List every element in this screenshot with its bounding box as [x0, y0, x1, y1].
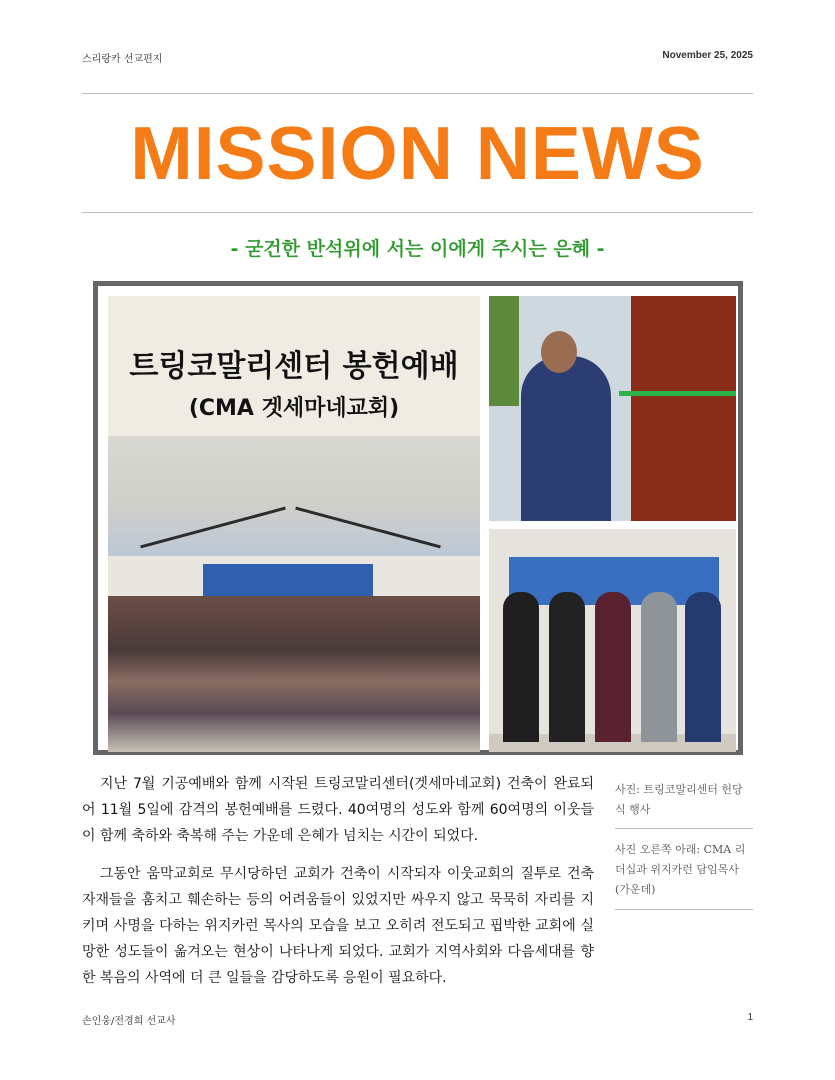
paragraph-2: 그동안 움막교회로 무시당하던 교회가 건축이 시작되자 이웃교회의 질투로 건축자재들을 훔치고 훼손하는 등의 어려움들이 있었지만 싸우지 않고 묵묵히 자리를 지키며 사명을 다하는 위지카런 목사의 모습을 보고 오히려 전도되고 핍박한 교회에 실망한 성도들이 옮겨오는 현상이 나타나게 되었다. 교회가 지역사회와 다음세대를 향한 복음의 사역에 더 큰 일들을 감당하도록 응원이 필요하다.	[82, 866, 594, 986]
caption-divider-2	[615, 909, 753, 910]
dedication-group-photo	[108, 296, 480, 752]
photo-caption-2: 사진 오른쪽 아래: CMA 리더십과 위지카런 담임목사 (가운데)	[615, 843, 746, 896]
newsletter-title: MISSION NEWS	[130, 111, 705, 195]
header-left: 스리랑카 선교편지	[82, 54, 163, 65]
header-date: November 25, 2025	[662, 50, 753, 61]
newsletter-subtitle: - 굳건한 반석위에 서는 이에게 주시는 은혜 -	[230, 238, 605, 260]
footer-author: 손인웅/전경희 선교사	[82, 1016, 176, 1027]
ribbon-cutting-photo	[489, 296, 736, 521]
photo-caption-1: 사진: 트링코말리센터 헌당식 행사	[615, 783, 743, 816]
page-number: 1	[747, 1012, 753, 1023]
top-rule	[82, 93, 753, 94]
caption-divider-1	[615, 828, 753, 829]
photo-collage	[93, 281, 743, 755]
photo-main-subtitle: (CMA 겟세마네교회)	[188, 396, 400, 421]
title-rule	[82, 212, 753, 213]
paragraph-1: 지난 7월 기공예배와 함께 시작된 트링코말리센터(겟세마네교회) 건축이 완료되어 11월 5일에 감격의 봉헌예배를 드렸다. 40여명의 성도와 함께 60여명의 이웃들이 함께 축하와 축복해 주는 가운데 은혜가 넘치는 시간이 되었다.	[82, 776, 594, 844]
leadership-group-photo	[489, 529, 736, 752]
photo-main-title: 트링코말리센터 봉헌예배	[129, 349, 459, 384]
